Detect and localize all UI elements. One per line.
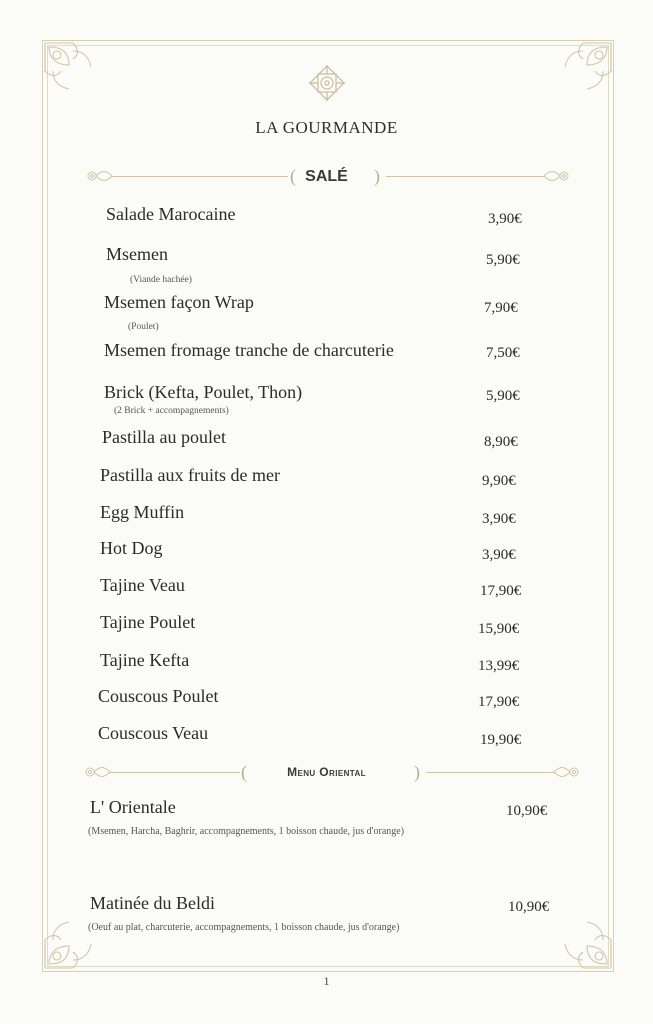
menu-item-name: Hot Dog <box>100 538 163 558</box>
divider-bracket: ( <box>241 762 247 782</box>
menu-item-note: (Msemen, Harcha, Baghrir, accompagnements, 1 boisson chaude, jus d'orange) <box>88 826 405 837</box>
menu-item-name: Tajine Poulet <box>100 612 196 632</box>
menu-item-note: (2 Brick + accompagnements) <box>114 406 229 416</box>
menu-item-price: 3,90€ <box>482 511 516 527</box>
flourish-icon <box>554 762 582 782</box>
menu-item-name: L' Orientale <box>90 797 176 817</box>
menu-item-price: 7,90€ <box>484 300 518 316</box>
divider-bracket: ) <box>374 166 380 186</box>
menu-item-price: 3,90€ <box>488 211 522 227</box>
menu-item-note: (Poulet) <box>128 322 159 332</box>
section-title-text: Menu Oriental <box>287 765 366 779</box>
menu-item-price: 19,90€ <box>480 732 522 748</box>
menu-item-name: Msemen fromage tranche de charcuterie <box>104 340 394 360</box>
menu-item-name: Tajine Veau <box>100 575 185 595</box>
divider-bracket: ( <box>290 166 296 186</box>
menu-item-note: (Viande hachée) <box>130 275 192 285</box>
divider-line <box>426 772 554 773</box>
divider-bracket: ) <box>414 762 420 782</box>
corner-ornament-icon <box>557 914 613 970</box>
ornament-medallion-icon <box>306 62 348 104</box>
restaurant-title: LA GOURMANDE <box>255 118 398 137</box>
menu-item-name: Egg Muffin <box>100 502 185 522</box>
section-title-text: SALÉ <box>305 168 348 185</box>
menu-item-price: 10,90€ <box>506 803 548 819</box>
menu-item-name: Salade Marocaine <box>106 204 236 224</box>
menu-item-price: 10,90€ <box>508 899 550 915</box>
menu-item-price: 5,90€ <box>486 388 520 404</box>
menu-item-name: Tajine Kefta <box>100 650 190 670</box>
menu-item-name: Couscous Veau <box>98 723 209 743</box>
menu-item-name: Brick (Kefta, Poulet, Thon) <box>104 382 303 402</box>
menu-item-name: Pastilla au poulet <box>102 427 226 447</box>
menu-item-name: Matinée du Beldi <box>90 893 215 913</box>
menu-item-price: 9,90€ <box>482 473 516 489</box>
menu-item-price: 8,90€ <box>484 434 518 450</box>
menu-item-price: 17,90€ <box>480 583 522 599</box>
menu-item-price: 7,50€ <box>486 345 520 361</box>
corner-ornament-icon <box>43 41 99 97</box>
menu-item-price: 13,99€ <box>478 658 520 674</box>
corner-ornament-icon <box>557 41 613 97</box>
page-number: 1 <box>323 974 330 988</box>
menu-item-price: 15,90€ <box>478 621 520 637</box>
menu-item-price: 17,90€ <box>478 694 520 710</box>
menu-item-name: Msemen façon Wrap <box>104 292 254 312</box>
menu-item-name: Msemen <box>106 244 168 264</box>
menu-item-name: Pastilla aux fruits de mer <box>100 465 280 485</box>
menu-item-price: 5,90€ <box>486 252 520 268</box>
menu-item-note: (Oeuf au plat, charcuterie, accompagnements, 1 boisson chaude, jus d'orange) <box>88 922 400 933</box>
flourish-icon <box>544 166 572 186</box>
divider-line <box>386 176 544 177</box>
menu-item-price: 3,90€ <box>482 547 516 563</box>
menu-item-name: Couscous Poulet <box>98 686 219 706</box>
